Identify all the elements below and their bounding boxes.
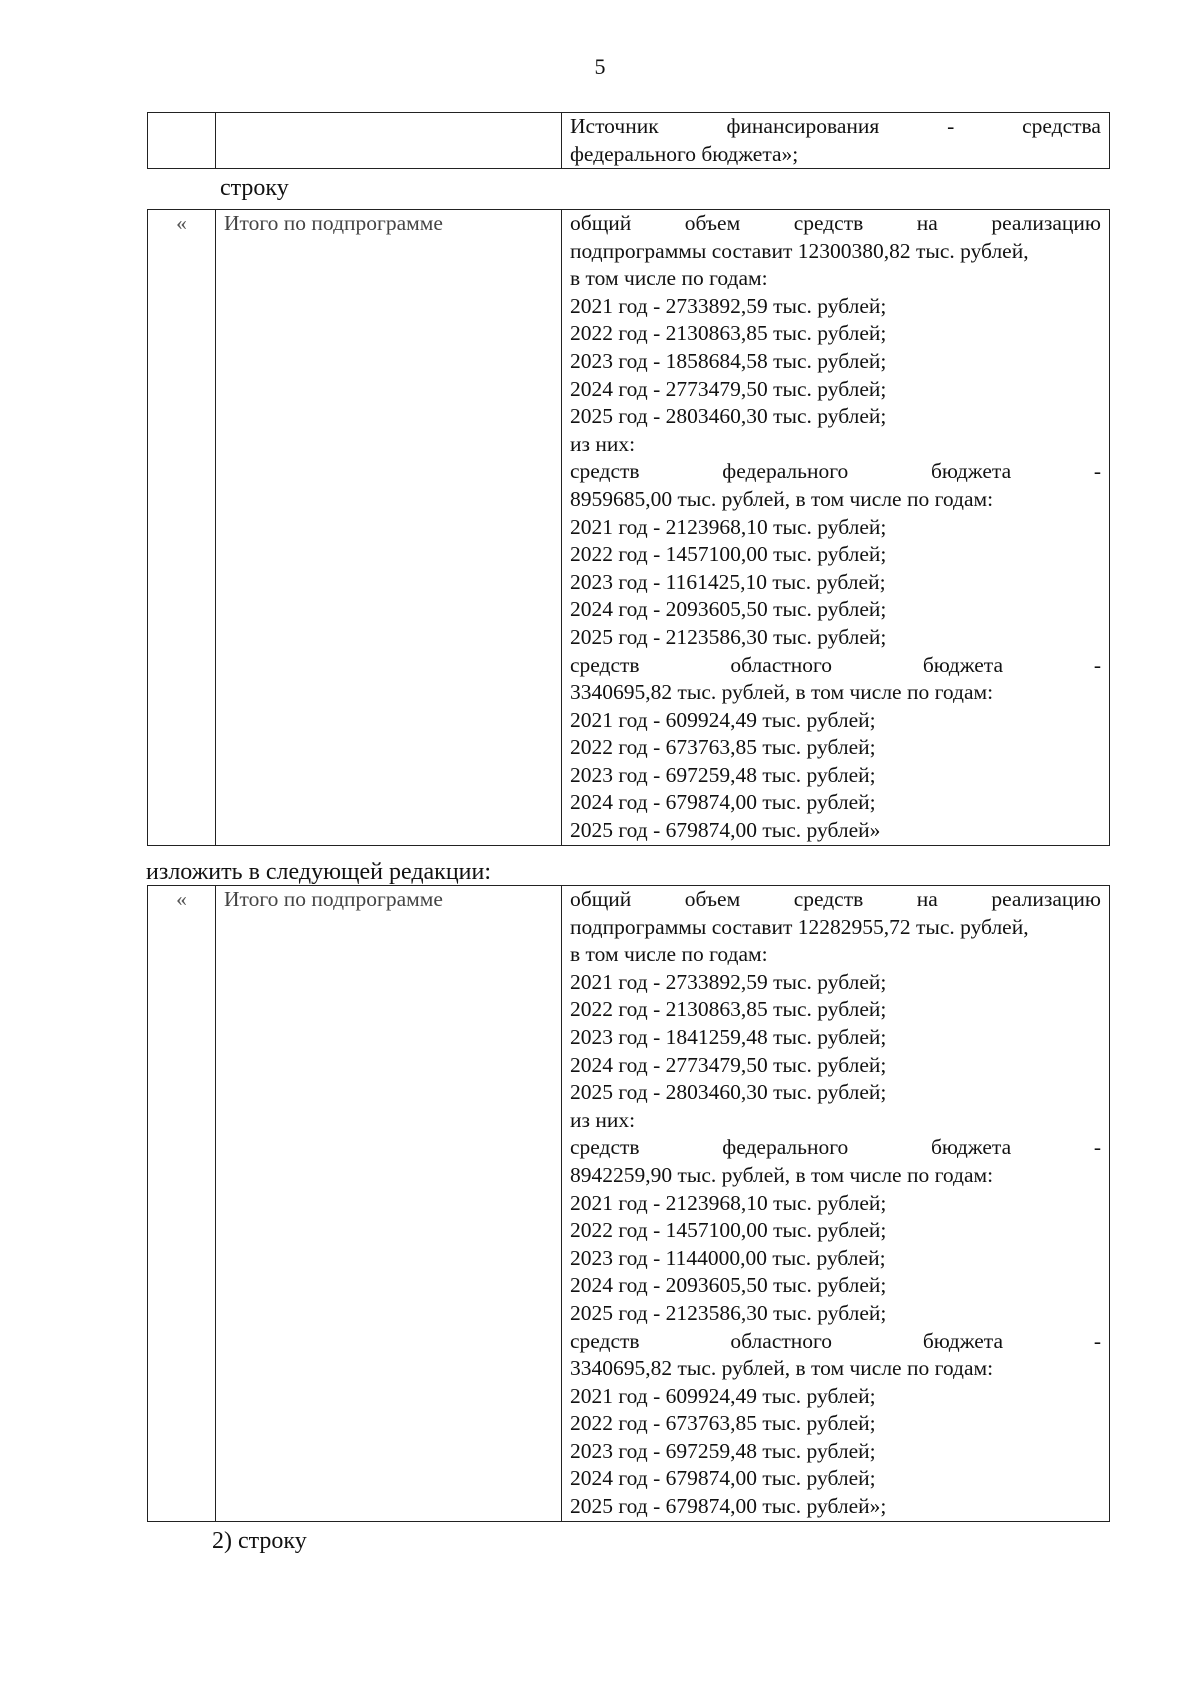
page-number: 5 [594, 54, 606, 79]
text-line: 2025 год - 2803460,30 тыс. рублей; [570, 404, 887, 429]
word: общий [570, 887, 632, 911]
text-line: 2022 год - 2130863,85 тыс. рублей; [570, 321, 887, 346]
word: средства [1022, 114, 1101, 138]
quote-cell [148, 113, 216, 169]
text-line: 2022 год - 1457100,00 тыс. рублей; [570, 1218, 887, 1243]
text-line: из них: [570, 1107, 636, 1132]
table-row [148, 210, 1110, 846]
word: бюджета [922, 1328, 1004, 1353]
cell-lines [570, 886, 1101, 1521]
text-line: 8959685,00 тыс. рублей, в том числе по годам: [570, 486, 994, 511]
text-line: 2025 год - 679874,00 тыс. рублей» [570, 818, 881, 843]
justified-line [570, 886, 1101, 914]
label-cell [216, 113, 562, 169]
word: средств [793, 211, 864, 235]
text-line: 2025 год - 2803460,30 тыс. рублей; [570, 1080, 887, 1105]
text-line: 2021 год - 609924,49 тыс. рублей; [570, 707, 876, 732]
justified-line [570, 1134, 1101, 1162]
word: реализацию [991, 887, 1101, 911]
text-line: 2025 год - 679874,00 тыс. рублей»; [570, 1494, 887, 1519]
word: - [947, 114, 955, 138]
paragraph-line-3: 2) строку [212, 1528, 307, 1554]
text-line: 2025 год - 2123586,30 тыс. рублей; [570, 1300, 887, 1325]
text-line: 2021 год - 2733892,59 тыс. рублей; [570, 969, 887, 994]
quote-cell: « [148, 210, 216, 846]
label-cell: Итого по подпрограмме [216, 210, 562, 846]
paragraph-line-2: изложить в следующей редакции: [146, 859, 492, 885]
content-cell [562, 113, 1110, 169]
text-line: 8942259,90 тыс. рублей, в том числе по годам: [570, 1162, 994, 1187]
word: средств [570, 459, 640, 484]
text-line: 2021 год - 2733892,59 тыс. рублей; [570, 293, 887, 318]
word: реализацию [991, 211, 1101, 235]
table-new-version [147, 885, 1110, 1522]
table-row [148, 113, 1110, 169]
justified-line [570, 652, 1101, 680]
word: средств [793, 887, 864, 911]
word: средств [570, 652, 640, 677]
text-line: 2023 год - 697259,48 тыс. рублей; [570, 1438, 876, 1463]
word: федерального [722, 1135, 849, 1160]
text-line: 2023 год - 1161425,10 тыс. рублей; [570, 569, 886, 594]
word: объем [684, 211, 741, 235]
word: бюджета [930, 1135, 1012, 1160]
word: финансирования [726, 114, 880, 138]
text-line: подпрограммы составит 12300380,82 тыс. рублей, [570, 238, 1029, 263]
text-line: из них: [570, 431, 636, 456]
text-line: 2024 год - 2773479,50 тыс. рублей; [570, 1052, 887, 1077]
justified-line [570, 113, 1101, 141]
text-line: подпрограммы составит 12282955,72 тыс. рублей, [570, 914, 1029, 939]
text-line: 2024 год - 2773479,50 тыс. рублей; [570, 376, 887, 401]
text-line: 2021 год - 609924,49 тыс. рублей; [570, 1383, 876, 1408]
word: федерального [722, 459, 849, 484]
text-line: 2022 год - 2130863,85 тыс. рублей; [570, 997, 887, 1022]
word: объем [684, 887, 741, 911]
text-line: 2023 год - 1841259,48 тыс. рублей; [570, 1024, 887, 1049]
cell-lines [570, 113, 1101, 168]
text-line: 2023 год - 697259,48 тыс. рублей; [570, 762, 876, 787]
text-line: 2024 год - 2093605,50 тыс. рублей; [570, 1273, 887, 1298]
text-line: 2024 год - 2093605,50 тыс. рублей; [570, 597, 887, 622]
text-line: 2022 год - 673763,85 тыс. рублей; [570, 735, 876, 760]
word: - [1093, 459, 1101, 484]
text-line: в том числе по годам: [570, 942, 768, 967]
text-line: 2021 год - 2123968,10 тыс. рублей; [570, 514, 887, 539]
text-line: 2024 год - 679874,00 тыс. рублей; [570, 790, 876, 815]
word: на [916, 211, 938, 235]
word: - [1093, 1135, 1101, 1160]
content-cell [562, 886, 1110, 1522]
word: областного [730, 1328, 833, 1353]
word: бюджета [922, 652, 1004, 677]
word: - [1093, 652, 1101, 677]
justified-line [570, 1328, 1101, 1356]
word: средств [570, 1135, 640, 1160]
word: бюджета [930, 459, 1012, 484]
paragraph-line-1: строку [220, 175, 289, 201]
content-cell [562, 210, 1110, 846]
word: Источник [570, 114, 659, 138]
text-line: в том числе по годам: [570, 266, 768, 291]
word: на [916, 887, 938, 911]
text-line: 2022 год - 1457100,00 тыс. рублей; [570, 542, 887, 567]
justified-line [570, 458, 1101, 486]
text-line: 2025 год - 2123586,30 тыс. рублей; [570, 624, 887, 649]
table-row [148, 886, 1110, 1522]
text-line: 2021 год - 2123968,10 тыс. рублей; [570, 1190, 887, 1215]
table-top-fragment [147, 112, 1110, 169]
table-old-version [147, 209, 1110, 846]
text-line: 2022 год - 673763,85 тыс. рублей; [570, 1411, 876, 1436]
text-line: 2023 год - 1144000,00 тыс. рублей; [570, 1245, 886, 1270]
quote-cell: « [148, 886, 216, 1522]
text-line: 2024 год - 679874,00 тыс. рублей; [570, 1466, 876, 1491]
cell-lines [570, 210, 1101, 845]
justified-line [570, 210, 1101, 238]
text-line: федерального бюджета»; [570, 141, 799, 166]
text-line: 3340695,82 тыс. рублей, в том числе по годам: [570, 1356, 994, 1381]
label-cell: Итого по подпрограмме [216, 886, 562, 1522]
word: областного [730, 652, 833, 677]
text-line: 2023 год - 1858684,58 тыс. рублей; [570, 348, 887, 373]
word: средств [570, 1328, 640, 1353]
word: общий [570, 211, 632, 235]
word: - [1093, 1328, 1101, 1353]
text-line: 3340695,82 тыс. рублей, в том числе по годам: [570, 680, 994, 705]
